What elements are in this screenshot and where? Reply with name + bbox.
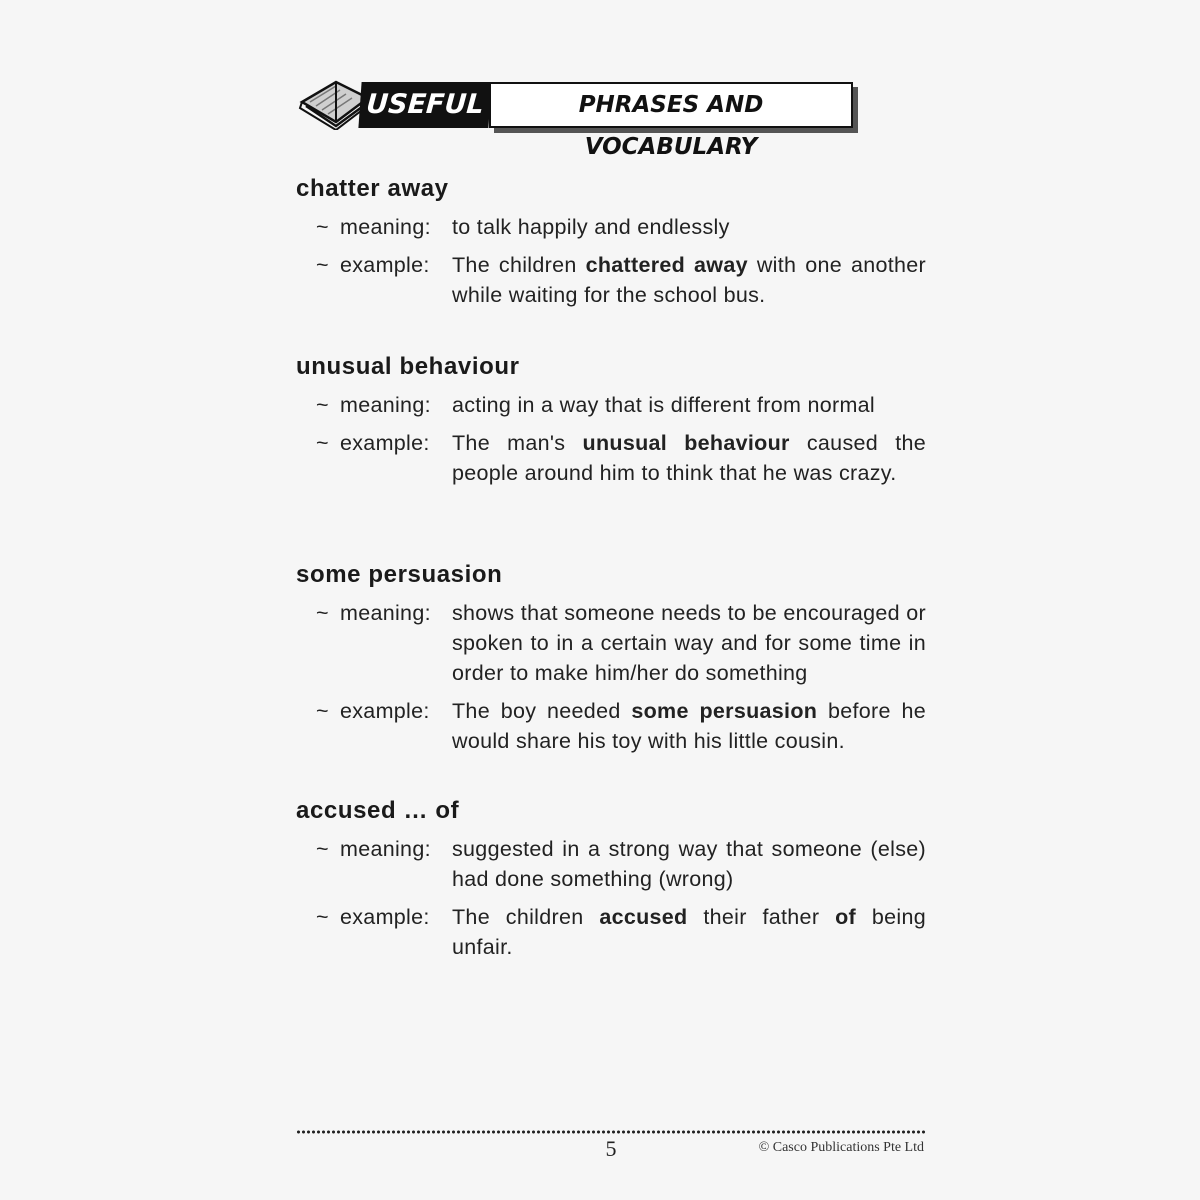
example-text: The man's unusual behaviour caused the people around him to think that he was crazy. (452, 431, 926, 485)
page-number: 5 (605, 1136, 617, 1161)
meaning-text: shows that someone needs to be encouraged or spoken to in a certain way and for some time in order to make him/her do something (452, 601, 926, 685)
banner-title: PHRASES AND VOCABULARY (489, 82, 853, 128)
meaning-text: acting in a way that is different from normal (452, 393, 875, 417)
vocab-entry (296, 352, 926, 488)
useful-label: USEFUL (358, 82, 491, 128)
meaning-row (316, 834, 926, 894)
copyright-notice: © Casco Publications Pte Ltd (758, 1140, 924, 1155)
vocab-entry (296, 796, 926, 962)
tilde-marker: ~ (316, 253, 329, 277)
tilde-marker: ~ (316, 215, 329, 239)
example-label: example: (340, 699, 430, 723)
highlighted-phrase: unusual behaviour (582, 431, 790, 455)
vocab-term: chatter away (296, 175, 449, 202)
example-text: The children chattered away with one another while waiting for the school bus. (452, 253, 927, 307)
highlighted-phrase: chattered away (585, 253, 748, 277)
example-text: The children accused their father of being unfair. (452, 905, 926, 959)
meaning-label: meaning: (340, 837, 431, 861)
example-label: example: (340, 905, 430, 929)
meaning-row (316, 598, 926, 688)
meaning-row (316, 212, 926, 242)
example-label: example: (340, 431, 430, 455)
example-row (316, 696, 926, 756)
meaning-row (316, 390, 926, 420)
vocab-term: some persuasion (296, 561, 503, 588)
meaning-text: suggested in a strong way that someone (else) had done something (wrong) (452, 837, 926, 891)
highlighted-phrase: some persuasion (631, 699, 818, 723)
section-banner (296, 70, 861, 160)
meaning-text: to talk happily and endlessly (452, 215, 730, 239)
meaning-label: meaning: (340, 215, 431, 239)
meaning-label: meaning: (340, 393, 431, 417)
example-text: The boy needed some persuasion before he would share his toy with his little cousin. (452, 699, 927, 753)
vocab-entry (296, 174, 926, 310)
tilde-marker: ~ (316, 393, 329, 417)
tilde-marker: ~ (316, 837, 329, 861)
highlighted-phrase: of (835, 905, 857, 929)
meaning-label: meaning: (340, 601, 431, 625)
tilde-marker: ~ (316, 431, 329, 455)
example-row (316, 902, 926, 962)
vocab-term: accused … of (296, 797, 460, 824)
vocab-term: unusual behaviour (296, 353, 520, 380)
example-row (316, 428, 926, 488)
vocab-entry (296, 560, 926, 756)
tilde-marker: ~ (316, 905, 329, 929)
highlighted-phrase: accused (599, 905, 688, 929)
tilde-marker: ~ (316, 601, 329, 625)
example-row (316, 250, 926, 310)
document-page (296, 70, 926, 1170)
tilde-marker: ~ (316, 699, 329, 723)
dotted-divider (296, 1130, 926, 1134)
example-label: example: (340, 253, 430, 277)
